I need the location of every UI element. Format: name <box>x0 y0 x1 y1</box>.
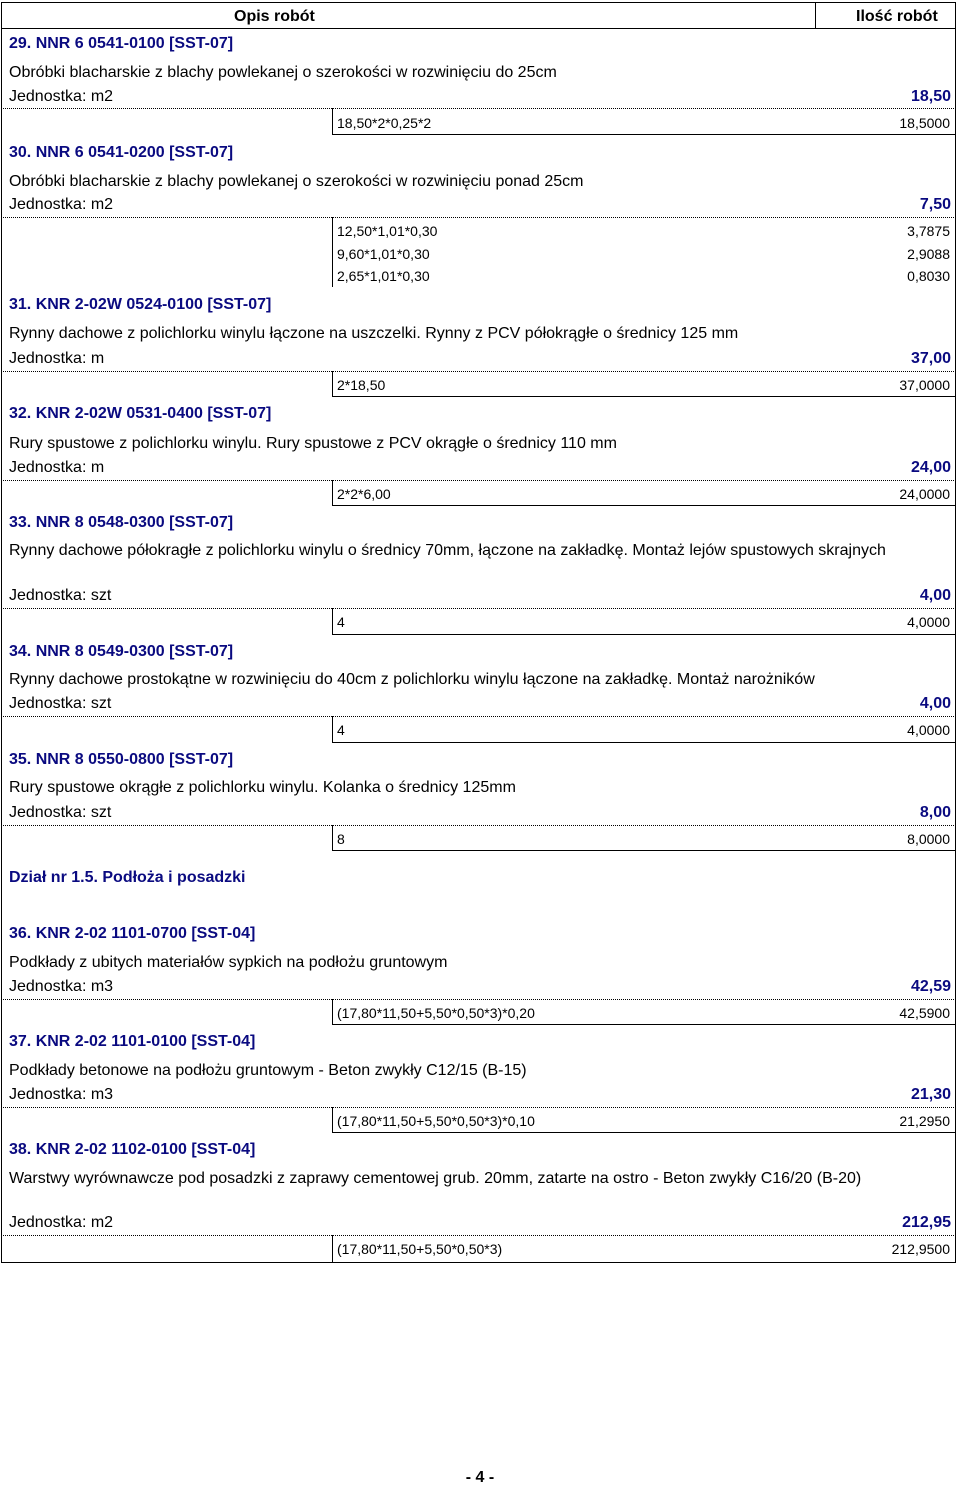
item-unit-29: Jednostka: m2 <box>9 88 114 105</box>
item-description-36: Podkłady z ubitych materiałów sypkich na podłożu gruntowym <box>9 954 448 971</box>
unit-separator <box>1 1235 956 1236</box>
item-code-30: 30. NNR 6 0541-0200 [SST-07] <box>9 144 234 161</box>
calc-row <box>332 113 952 134</box>
item-description-35: Rury spustowe okrągłe z polichlorku winylu. Kolanka o średnicy 125mm <box>9 779 516 796</box>
item-code-38: 38. KNR 2-02 1102-0100 [SST-04] <box>9 1141 256 1158</box>
unit-separator <box>1 480 956 481</box>
item-unit-30: Jednostka: m2 <box>9 196 114 213</box>
item-description-32: Rury spustowe z polichlorku winylu. Rury spustowe z PCV okrągłe o średnicy 110 mm <box>9 435 617 452</box>
calc-line <box>332 1024 955 1025</box>
item-code-36: 36. KNR 2-02 1101-0700 [SST-04] <box>9 925 256 942</box>
calc-expression: 2,65*1,01*0,30 <box>337 268 430 284</box>
item-description-38: Warstwy wyrównawcze pod posadzki z zaprawy cementowej grub. 20mm, zatarte na ostro - Beton zwykły C16/20 (B-20) <box>9 1170 862 1187</box>
calc-expression: 18,50*2*0,25*2 <box>337 115 432 131</box>
calc-row <box>332 221 952 242</box>
calc-row <box>332 244 952 265</box>
calc-left-line <box>332 108 333 134</box>
item-unit-34: Jednostka: szt <box>9 695 112 712</box>
calc-value: 4,0000 <box>907 614 950 630</box>
calc-row <box>332 612 952 633</box>
calc-value: 37,0000 <box>899 377 950 393</box>
unit-separator <box>1 217 956 218</box>
calc-left-line <box>332 371 333 396</box>
unit-separator <box>1 108 956 109</box>
calc-value: 2,9088 <box>907 246 950 262</box>
calc-expression: (17,80*11,50+5,50*0,50*3) <box>337 1241 503 1257</box>
unit-separator <box>1 1107 956 1108</box>
calc-left-line <box>332 480 333 505</box>
calc-left-line <box>332 1107 333 1132</box>
calc-row <box>332 720 952 741</box>
calc-left-line <box>332 608 333 634</box>
calc-left-line <box>332 999 333 1024</box>
header-quantity-cell <box>815 2 956 29</box>
calc-value: 3,7875 <box>907 223 950 239</box>
unit-separator <box>1 716 956 717</box>
calc-expression: 2*2*6,00 <box>337 486 391 502</box>
calc-value: 18,5000 <box>899 115 950 131</box>
calc-row <box>332 829 952 850</box>
calc-left-line <box>332 825 333 850</box>
item-unit-35: Jednostka: szt <box>9 804 112 821</box>
calc-value: 21,2950 <box>899 1113 950 1129</box>
calc-expression: 12,50*1,01*0,30 <box>337 223 438 239</box>
calc-expression: 2*18,50 <box>337 377 386 393</box>
unit-separator <box>1 608 956 609</box>
calc-left-line <box>332 217 333 287</box>
item-unit-37: Jednostka: m3 <box>9 1086 114 1103</box>
calc-line <box>332 634 955 635</box>
calc-line <box>332 505 955 506</box>
calc-value: 212,9500 <box>891 1241 950 1257</box>
calc-value: 4,0000 <box>907 722 950 738</box>
item-unit-32: Jednostka: m <box>9 459 105 476</box>
item-description-29: Obróbki blacharskie z blachy powlekanej o szerokości w rozwinięciu do 25cm <box>9 64 557 81</box>
calc-row <box>332 266 952 287</box>
calc-line <box>332 850 955 851</box>
item-total-36: 42,59 <box>910 978 951 995</box>
item-total-33: 4,00 <box>919 587 951 604</box>
header-description-label: Opis robót <box>234 8 315 25</box>
calc-line <box>332 1132 955 1133</box>
calc-line <box>332 742 955 743</box>
frame-left <box>1 2 2 1262</box>
item-code-34: 34. NNR 8 0549-0300 [SST-07] <box>9 643 234 660</box>
item-code-35: 35. NNR 8 0550-0800 [SST-07] <box>9 751 234 768</box>
unit-separator <box>1 371 956 372</box>
calc-left-line <box>332 716 333 742</box>
item-code-29: 29. NNR 6 0541-0100 [SST-07] <box>9 35 234 52</box>
item-unit-36: Jednostka: m3 <box>9 978 114 995</box>
calc-row <box>332 1111 952 1132</box>
item-description-33: Rynny dachowe półokragłe z polichlorku winylu o średnicy 70mm, łączone na zakładkę. Montaż lejów spustowych skrajnych <box>9 542 886 559</box>
item-total-38: 212,95 <box>902 1214 951 1231</box>
calc-expression: 4 <box>337 722 345 738</box>
calc-expression: (17,80*11,50+5,50*0,50*3)*0,10 <box>337 1113 535 1129</box>
item-unit-38: Jednostka: m2 <box>9 1214 114 1231</box>
frame-bottom <box>1 1262 956 1263</box>
item-total-31: 37,00 <box>910 350 951 367</box>
item-description-30: Obróbki blacharskie z blachy powlekanej o szerokości w rozwinięciu ponad 25cm <box>9 173 584 190</box>
item-total-30: 7,50 <box>919 196 951 213</box>
calc-row <box>332 484 952 505</box>
item-total-29: 18,50 <box>910 88 951 105</box>
item-total-32: 24,00 <box>910 459 951 476</box>
page-number: - 4 - <box>465 1469 495 1486</box>
item-description-37: Podkłady betonowe na podłożu gruntowym - Beton zwykły C12/15 (B-15) <box>9 1062 527 1079</box>
item-total-37: 21,30 <box>910 1086 951 1103</box>
frame-right <box>955 2 956 1262</box>
item-description-34: Rynny dachowe prostokątne w rozwinięciu do 40cm z polichlorku winylu łączone na zakładkę. Montaż narożników <box>9 671 815 688</box>
unit-separator <box>1 999 956 1000</box>
unit-separator <box>1 825 956 826</box>
header-description-cell <box>1 2 816 29</box>
calc-value: 24,0000 <box>899 486 950 502</box>
calc-expression: (17,80*11,50+5,50*0,50*3)*0,20 <box>337 1005 535 1021</box>
calc-value: 8,0000 <box>907 831 950 847</box>
item-code-31: 31. KNR 2-02W 0524-0100 [SST-07] <box>9 296 272 313</box>
header-quantity-label: Ilość robót <box>856 8 938 25</box>
calc-expression: 9,60*1,01*0,30 <box>337 246 430 262</box>
calc-row <box>332 375 952 396</box>
calc-row <box>332 1003 952 1024</box>
calc-row <box>332 1239 952 1260</box>
calc-value: 42,5900 <box>899 1005 950 1021</box>
calc-value: 0,8030 <box>907 268 950 284</box>
item-description-31: Rynny dachowe z polichlorku winylu łączone na uszczelki. Rynny z PCV półokrągłe o średnicy 125 mm <box>9 325 739 342</box>
item-unit-33: Jednostka: szt <box>9 587 112 604</box>
item-code-32: 32. KNR 2-02W 0531-0400 [SST-07] <box>9 405 272 422</box>
calc-line <box>332 134 955 135</box>
item-code-37: 37. KNR 2-02 1101-0100 [SST-04] <box>9 1033 256 1050</box>
calc-expression: 4 <box>337 614 345 630</box>
item-total-34: 4,00 <box>919 695 951 712</box>
item-unit-31: Jednostka: m <box>9 350 105 367</box>
item-code-33: 33. NNR 8 0548-0300 [SST-07] <box>9 514 234 531</box>
calc-expression: 8 <box>337 831 345 847</box>
section-title: Dział nr 1.5. Podłoża i posadzki <box>9 869 246 886</box>
item-total-35: 8,00 <box>919 804 951 821</box>
calc-line <box>332 396 955 397</box>
calc-left-line <box>332 1235 333 1262</box>
